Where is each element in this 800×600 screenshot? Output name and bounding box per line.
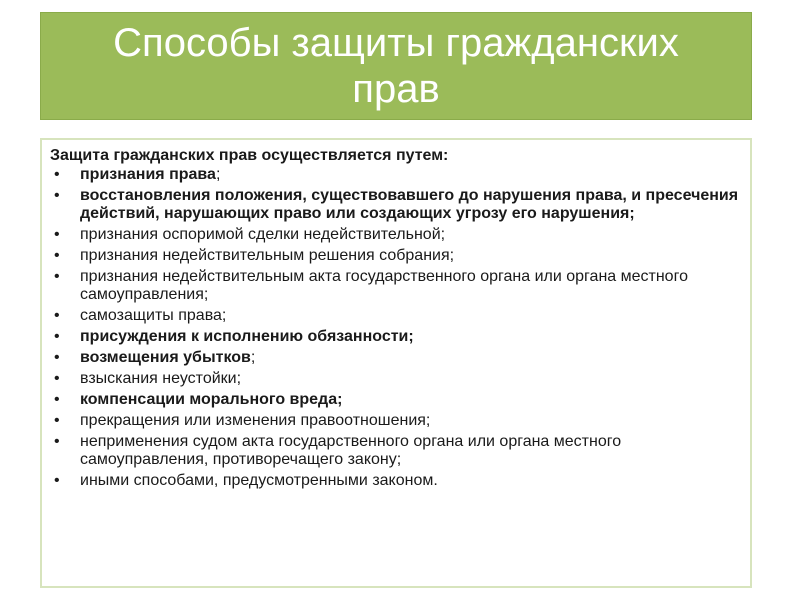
bullet-icon: •	[54, 226, 60, 243]
list-item-text: присуждения к исполнению обязанности;	[80, 328, 414, 345]
bullet-icon: •	[54, 247, 60, 264]
list-item	[50, 412, 740, 430]
bullet-icon: •	[54, 187, 60, 204]
bullet-icon: •	[54, 412, 60, 429]
list-item-suffix: ;	[215, 166, 221, 183]
list-item-text: возмещения убытков	[80, 349, 251, 366]
list-item	[50, 472, 740, 490]
list-item	[50, 166, 740, 184]
list-item-text: признания недействительным решения собрания;	[80, 247, 455, 264]
list-item-text: неприменения судом акта государственного органа или органа местного самоуправления, противоречащего закону;	[80, 433, 622, 468]
bullet-icon: •	[54, 349, 60, 366]
list-item	[50, 391, 740, 409]
bullet-icon: •	[54, 370, 60, 387]
bullet-icon: •	[54, 166, 60, 183]
list-item-text: самозащиты права;	[80, 307, 227, 324]
list-item	[50, 187, 740, 223]
content-box	[40, 138, 752, 588]
bullet-icon: •	[54, 268, 60, 285]
list-item	[50, 247, 740, 265]
bullet-icon: •	[54, 433, 60, 450]
list-item-text: взыскания неустойки;	[80, 370, 242, 387]
intro-text: Защита гражданских прав осуществляется путем:	[50, 147, 449, 164]
methods-list	[50, 166, 740, 490]
bullet-icon: •	[54, 391, 60, 408]
bullet-icon: •	[54, 307, 60, 324]
list-item-text: признания права	[80, 166, 216, 183]
list-item	[50, 328, 740, 346]
list-item-text: признания недействительным акта государственного органа или органа местного самоуправления;	[80, 268, 688, 303]
list-item	[50, 307, 740, 325]
list-item-text: компенсации морального вреда;	[80, 391, 343, 408]
list-item	[50, 349, 740, 367]
list-item	[50, 370, 740, 388]
list-item	[50, 226, 740, 244]
list-item-suffix: ;	[250, 349, 256, 366]
bullet-icon: •	[54, 328, 60, 345]
list-item	[50, 433, 740, 469]
bullet-icon: •	[54, 472, 60, 489]
list-item-text: признания оспоримой сделки недействительной;	[80, 226, 446, 243]
slide-title: Способы защиты гражданских прав	[113, 21, 679, 111]
list-item-text: прекращения или изменения правоотношения;	[80, 412, 431, 429]
list-item	[50, 268, 740, 304]
list-item-text: восстановления положения, существовавшего до нарушения права, и пресечения действий, нарушающих право или создающих угрозу его нарушения;	[80, 187, 739, 222]
list-item-text: иными способами, предусмотренными законом.	[80, 472, 438, 489]
title-banner	[40, 12, 752, 120]
